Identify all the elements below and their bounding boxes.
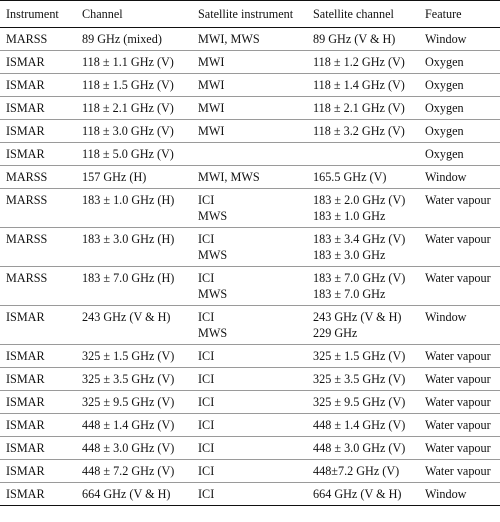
cell-satellite-instrument-line: MWI (198, 78, 225, 92)
cell-satellite-channel (307, 267, 419, 306)
cell-satellite-instrument (192, 267, 307, 306)
cell-satellite-instrument (192, 345, 307, 368)
table-header-row (0, 1, 500, 28)
cell-channel: 118 ± 1.5 GHz (V) (82, 78, 174, 92)
cell-feature: Water vapour (425, 271, 491, 285)
table-row (0, 483, 500, 506)
cell-satellite-instrument (192, 166, 307, 189)
cell-satellite-channel-line: 325 ± 1.5 GHz (V) (313, 349, 406, 363)
cell-instrument: MARSS (6, 271, 48, 285)
cell-instrument: ISMAR (6, 349, 45, 363)
cell-satellite-channel-line: 118 ± 1.4 GHz (V) (313, 78, 405, 92)
cell-channel: 664 GHz (V & H) (82, 487, 171, 501)
cell-instrument: ISMAR (6, 55, 45, 69)
cell-feature: Oxygen (425, 55, 464, 69)
cell-instrument: ISMAR (6, 78, 45, 92)
table-row (0, 267, 500, 306)
cell-satellite-channel-line: 229 GHz (313, 326, 358, 340)
cell-satellite-channel-line: 165.5 GHz (V) (313, 170, 387, 184)
cell-satellite-channel (307, 51, 419, 74)
cell-satellite-instrument (192, 368, 307, 391)
cell-satellite-channel-line: 183 ± 3.0 GHz (313, 248, 386, 262)
cell-satellite-instrument (192, 28, 307, 51)
cell-channel: 157 GHz (H) (82, 170, 147, 184)
table-row (0, 228, 500, 267)
cell-instrument: MARSS (6, 193, 48, 207)
cell-satellite-channel (307, 306, 419, 345)
cell-satellite-channel-line: 448±7.2 GHz (V) (313, 464, 400, 478)
table-row (0, 166, 500, 189)
cell-feature: Window (425, 487, 467, 501)
cell-satellite-channel (307, 414, 419, 437)
cell-satellite-instrument (192, 306, 307, 345)
header-instrument: Instrument (6, 7, 59, 21)
cell-channel: 118 ± 3.0 GHz (V) (82, 124, 174, 138)
cell-instrument: ISMAR (6, 418, 45, 432)
cell-satellite-instrument-line: ICI (198, 310, 215, 324)
cell-satellite-channel (307, 460, 419, 483)
cell-satellite-channel-line: 664 GHz (V & H) (313, 487, 402, 501)
cell-feature: Window (425, 170, 467, 184)
cell-channel: 325 ± 1.5 GHz (V) (82, 349, 175, 363)
cell-instrument: ISMAR (6, 147, 45, 161)
cell-satellite-channel-line: 183 ± 3.4 GHz (V) (313, 232, 406, 246)
cell-satellite-channel (307, 228, 419, 267)
cell-satellite-instrument-line: MWS (198, 209, 228, 223)
cell-satellite-instrument (192, 460, 307, 483)
cell-satellite-channel-line: 183 ± 1.0 GHz (313, 209, 386, 223)
cell-feature: Oxygen (425, 147, 464, 161)
cell-satellite-instrument-line: ICI (198, 441, 215, 455)
cell-instrument: ISMAR (6, 310, 45, 324)
header-channel: Channel (82, 7, 123, 21)
cell-channel: 118 ± 2.1 GHz (V) (82, 101, 174, 115)
table-row (0, 460, 500, 483)
cell-feature: Window (425, 32, 467, 46)
cell-satellite-channel-line: 325 ± 3.5 GHz (V) (313, 372, 406, 386)
cell-instrument: ISMAR (6, 372, 45, 386)
cell-satellite-channel-line: 325 ± 9.5 GHz (V) (313, 395, 406, 409)
cell-feature: Oxygen (425, 124, 464, 138)
cell-channel: 448 ± 7.2 GHz (V) (82, 464, 175, 478)
cell-instrument: MARSS (6, 170, 48, 184)
cell-satellite-instrument (192, 391, 307, 414)
header-feature: Feature (425, 7, 462, 21)
cell-satellite-instrument-line: ICI (198, 395, 215, 409)
cell-feature: Water vapour (425, 193, 491, 207)
cell-satellite-instrument (192, 120, 307, 143)
cell-channel: 325 ± 9.5 GHz (V) (82, 395, 175, 409)
cell-instrument: ISMAR (6, 124, 45, 138)
cell-instrument: ISMAR (6, 441, 45, 455)
cell-satellite-instrument-line: ICI (198, 349, 215, 363)
cell-feature: Oxygen (425, 101, 464, 115)
cell-feature: Water vapour (425, 441, 491, 455)
cell-channel: 183 ± 1.0 GHz (H) (82, 193, 175, 207)
cell-feature: Water vapour (425, 349, 491, 363)
cell-satellite-channel (307, 143, 419, 166)
cell-satellite-instrument-line: MWI (198, 101, 225, 115)
cell-satellite-instrument-line: MWI, MWS (198, 32, 260, 46)
cell-instrument: ISMAR (6, 101, 45, 115)
cell-satellite-channel-line: 118 ± 1.2 GHz (V) (313, 55, 405, 69)
cell-satellite-instrument-line: MWI, MWS (198, 170, 260, 184)
cell-satellite-channel-line: 118 ± 2.1 GHz (V) (313, 101, 405, 115)
cell-satellite-channel-line: 448 ± 3.0 GHz (V) (313, 441, 406, 455)
cell-feature: Water vapour (425, 395, 491, 409)
cell-satellite-instrument-line: ICI (198, 418, 215, 432)
cell-instrument: MARSS (6, 32, 48, 46)
cell-feature: Water vapour (425, 418, 491, 432)
cell-satellite-instrument (192, 437, 307, 460)
cell-satellite-instrument-line: ICI (198, 487, 215, 501)
cell-satellite-instrument (192, 97, 307, 120)
cell-satellite-instrument-line: ICI (198, 193, 215, 207)
cell-satellite-instrument-line: ICI (198, 271, 215, 285)
cell-satellite-channel (307, 437, 419, 460)
table-row (0, 74, 500, 97)
cell-satellite-instrument-line: MWI (198, 55, 225, 69)
cell-channel: 325 ± 3.5 GHz (V) (82, 372, 175, 386)
cell-satellite-channel (307, 391, 419, 414)
cell-channel: 183 ± 3.0 GHz (H) (82, 232, 175, 246)
table-row (0, 28, 500, 51)
table-row (0, 97, 500, 120)
cell-satellite-channel (307, 345, 419, 368)
table-row (0, 437, 500, 460)
cell-satellite-instrument-line: MWS (198, 326, 228, 340)
cell-satellite-instrument-line: ICI (198, 464, 215, 478)
cell-satellite-channel (307, 189, 419, 228)
cell-satellite-instrument-line: ICI (198, 372, 215, 386)
cell-satellite-instrument (192, 414, 307, 437)
cell-satellite-instrument (192, 483, 307, 506)
table-row (0, 51, 500, 74)
cell-satellite-channel-line: 448 ± 1.4 GHz (V) (313, 418, 406, 432)
table-row (0, 345, 500, 368)
cell-satellite-channel-line: 183 ± 7.0 GHz (V) (313, 271, 406, 285)
table-row (0, 368, 500, 391)
cell-feature: Water vapour (425, 232, 491, 246)
cell-instrument: ISMAR (6, 487, 45, 501)
cell-channel: 448 ± 3.0 GHz (V) (82, 441, 175, 455)
cell-satellite-channel (307, 120, 419, 143)
cell-channel: 89 GHz (mixed) (82, 32, 162, 46)
cell-feature: Window (425, 310, 467, 324)
cell-satellite-channel (307, 97, 419, 120)
table-row (0, 189, 500, 228)
cell-satellite-channel-line: 243 GHz (V & H) (313, 310, 402, 324)
table-row (0, 414, 500, 437)
cell-channel: 118 ± 5.0 GHz (V) (82, 147, 174, 161)
cell-satellite-instrument-line: MWI (198, 124, 225, 138)
cell-channel: 448 ± 1.4 GHz (V) (82, 418, 175, 432)
table-row (0, 391, 500, 414)
table-body (0, 28, 500, 506)
cell-satellite-channel (307, 368, 419, 391)
cell-feature: Water vapour (425, 464, 491, 478)
cell-channel: 183 ± 7.0 GHz (H) (82, 271, 175, 285)
cell-satellite-channel-line: 183 ± 7.0 GHz (313, 287, 386, 301)
cell-feature: Water vapour (425, 372, 491, 386)
cell-satellite-instrument (192, 74, 307, 97)
cell-channel: 118 ± 1.1 GHz (V) (82, 55, 174, 69)
cell-feature: Oxygen (425, 78, 464, 92)
cell-satellite-channel (307, 74, 419, 97)
cell-instrument: ISMAR (6, 395, 45, 409)
header-satellite-instrument: Satellite instrument (198, 7, 294, 21)
cell-satellite-channel (307, 483, 419, 506)
table-row (0, 120, 500, 143)
cell-satellite-instrument (192, 51, 307, 74)
cell-satellite-instrument (192, 189, 307, 228)
table-row (0, 306, 500, 345)
cell-satellite-instrument (192, 143, 307, 166)
cell-satellite-channel-line: 89 GHz (V & H) (313, 32, 396, 46)
table-row (0, 143, 500, 166)
cell-satellite-channel-line: 183 ± 2.0 GHz (V) (313, 193, 406, 207)
cell-satellite-instrument-line: MWS (198, 248, 228, 262)
cell-satellite-channel (307, 28, 419, 51)
cell-channel: 243 GHz (V & H) (82, 310, 171, 324)
cell-satellite-channel-line: 118 ± 3.2 GHz (V) (313, 124, 405, 138)
cell-instrument: MARSS (6, 232, 48, 246)
cell-satellite-instrument (192, 228, 307, 267)
header-satellite-channel: Satellite channel (313, 7, 394, 21)
cell-instrument: ISMAR (6, 464, 45, 478)
cell-satellite-instrument-line: ICI (198, 232, 215, 246)
cell-satellite-instrument-line: MWS (198, 287, 228, 301)
cell-satellite-channel (307, 166, 419, 189)
